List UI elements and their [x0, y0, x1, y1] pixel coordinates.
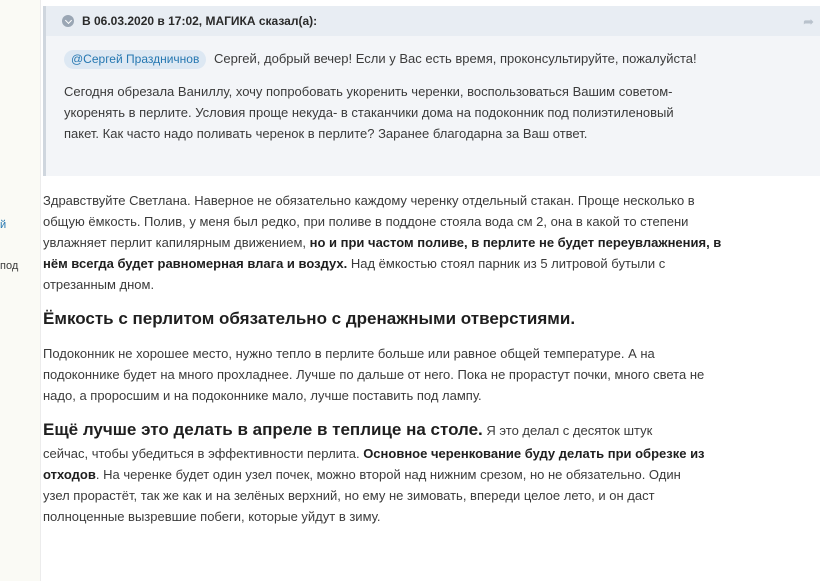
sidebar-fragment-link[interactable]: й	[0, 219, 7, 231]
post-text: общую ёмкость. Полив, у меня был редко, при поливе в поддоне стояла вода см 2, она в какой то степени	[43, 214, 689, 229]
quote-attribution: В 06.03.2020 в 17:02, МАГИКА сказал(а):	[82, 14, 318, 28]
user-mention[interactable]: @Сергей Праздничнов	[64, 50, 206, 69]
sidebar-fragment-text: под	[0, 260, 19, 272]
post-body	[43, 190, 820, 527]
left-sidebar	[0, 0, 41, 581]
post-text: сейчас, чтобы убедиться в эффективности перлита. Основное черенкование буду делать при обрезке из	[43, 446, 705, 461]
quote-text: Сергей, добрый вечер! Если у Вас есть время, проконсультируйте, пожалуйста!	[213, 51, 697, 66]
quote-header[interactable]	[46, 6, 820, 36]
post-text: Ещё лучше это делать в апреле в теплице на столе. Я это делал с десяток штук	[43, 420, 653, 439]
post-text: увлажняет перлит капилярным движением, но и при частом поливе, в перлите не будет переувлажнения, в	[43, 235, 722, 250]
post-text: полноценные вызревшие побеги, которые уйдут в зиму.	[43, 509, 381, 524]
post-heading: Ёмкость с перлитом обязательно с дренажными отверстиями.	[43, 309, 576, 328]
quote-body	[46, 36, 820, 144]
post-bold-text: но и при частом поливе, в перлите не будет переувлажнения, в	[309, 235, 722, 250]
post-text: Здравствуйте Светлана. Наверное не обязательно каждому черенку отдельный стакан. Проще несколько в	[43, 193, 695, 208]
quote-text: Сегодня обрезала Ваниллу, хочу попробовать укоренить черенки, воспользоваться Вашим советом-	[64, 84, 673, 99]
quote-text: пакет. Как часто надо поливать черенок в перлите? Заранее благодарна за Ваш ответ.	[64, 126, 588, 141]
post-bold-text: нём всегда будет равномерная влага и воздух.	[43, 256, 348, 271]
quote-text: укоренять в перлите. Условия проще некуда- в стаканчики дома на подоконник под полиэтиленовый	[64, 105, 674, 120]
post-text: нём всегда будет равномерная влага и воздух. Над ёмкостью стоял парник из 5 литровой бутыли с	[43, 256, 666, 271]
post-text: узел прорастёт, так же как и на зелёных верхний, но ему не зимовать, впереди целое лето, и он даст	[43, 488, 655, 503]
post-text: отходов. На черенке будет один узел почек, можно второй над нижним срезом, но не обязательно. Один	[43, 467, 681, 482]
quote-block	[43, 6, 820, 176]
post-large-heading: Ещё лучше это делать в апреле в теплице на столе.	[43, 420, 483, 439]
post-bold-text: отходов	[43, 467, 96, 482]
post-text: надо, а проросшим и на подоконнике мало, лучше поставить под лампу.	[43, 388, 482, 403]
post-text: отрезанным дном.	[43, 277, 155, 292]
share-arrow-icon[interactable]: ➦	[803, 14, 814, 29]
post-bold-text: Основное черенкование буду делать при обрезке из	[363, 446, 705, 461]
chevron-down-icon[interactable]	[62, 15, 74, 27]
post-text: подоконнике будет на много прохладнее. Лучше по дальше от него. Пока не прорастут почки, много света не	[43, 367, 705, 382]
post-text: Подоконник не хорошее место, нужно тепло в перлите больше или равное общей температуре. А на	[43, 346, 655, 361]
